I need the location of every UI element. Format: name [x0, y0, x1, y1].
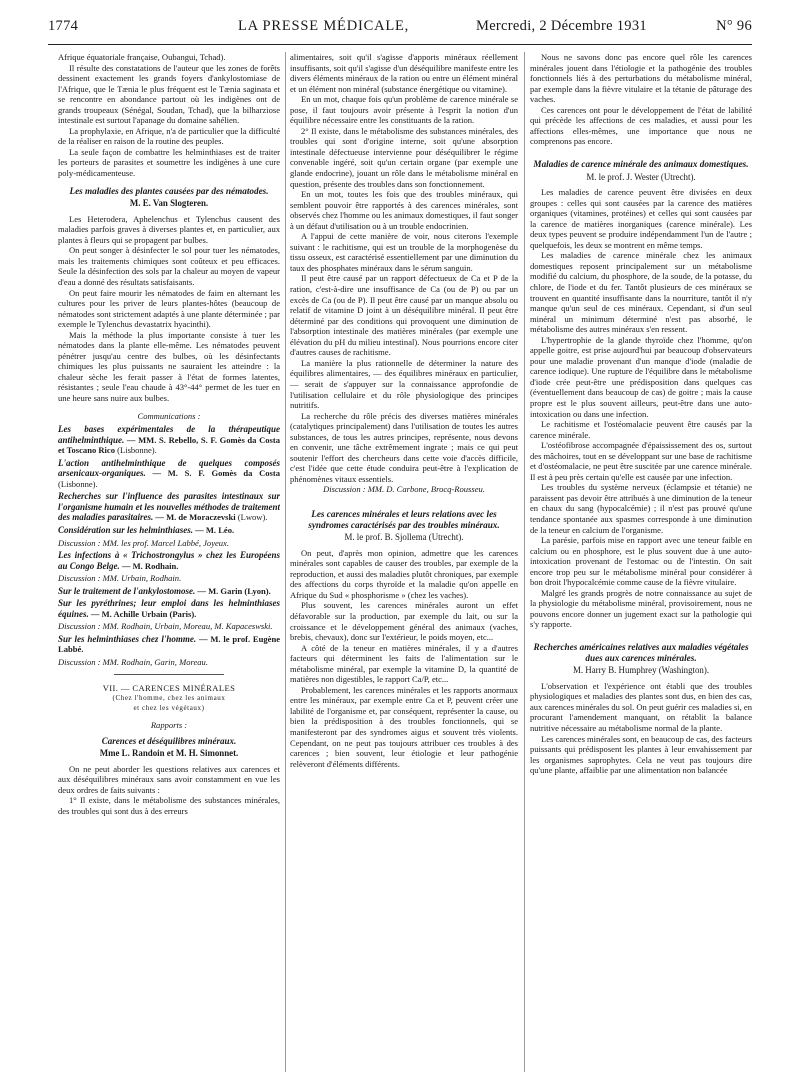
paragraph: Ces carences ont pour le développement de l'état de labilité qui précède les affections de ces maladies, et aussi pour les affections elles-mêmes, une importance que nous ne comprenons pas encore.	[530, 104, 752, 147]
paragraph: Les troubles du système nerveux (éclampsie et tétanie) ne paraissent pas devoir être attribués à une diminution de la teneur en chaux du sang (hypocalcémie) ; il n'est pas prouvé qu'une tendance spontanée aux spasmes corresponde à une diminution de la teneur en calcium de l'organisme.	[530, 482, 752, 535]
paragraph: A côté de la teneur en matières minérales, il y a d'autres facteurs qui déterminent les faits de l'alimentation sur le métabolisme minéral, par exemple la vitamine D, la quantité de matières non digestibles, le rapport Ca/P, etc...	[290, 642, 518, 685]
discussion-line: Discussion : MM. les prof. Marcel Labbé, Joyeux.	[58, 537, 229, 548]
article-title: Carences et déséquilibres minéraux.	[101, 735, 237, 746]
article-title: Recherches américaines relatives aux maladies végétales dues aux carences minérales.	[533, 642, 749, 663]
paragraph: 2° Il existe, dans le métabolisme des substances minérales, des troubles qui sont d'origine interne, soit qu'une absorption intestinale défectueuse intervienne pour déséquilibrer le régime convenable ingéré, soit qu'un certain organe (par exemple une glande endocrine), jouant un rôle dans le métabolisme minéral en question, présente des troubles dans son fonctionnement.	[290, 125, 518, 189]
communications-heading: Communications :	[137, 410, 201, 421]
page-number: 1774	[48, 18, 79, 34]
section-rule	[114, 674, 224, 675]
column-2	[290, 52, 518, 1074]
paragraph: La manière la plus rationnelle de déterminer la nature des équilibres alimentaires, — des équilibres minéraux en particulier, — serait de s'appuyer sur la connaissance approfondie de l'utilisation cellulaire et du rôle physiologique des principes nutritifs.	[290, 357, 518, 411]
journal-title: LA PRESSE MÉDICALE,	[238, 18, 410, 34]
communication-place: (Lisbonne).	[58, 478, 98, 489]
communication-authors: — M. le prof. Eugène Labbé.	[58, 633, 280, 655]
communication-item	[58, 550, 280, 571]
communication-authors: — MM. S. Rebello, S. F. Gomès da Costa et Toscano Rico	[58, 434, 280, 456]
communication-item	[58, 491, 280, 523]
communication-authors: — M. S. F. Gomès da Costa	[145, 468, 280, 479]
column-1	[58, 52, 280, 1074]
paragraph: A l'appui de cette manière de voir, nous citerons l'exemple suivant : le rachitisme, qui est un trouble de la morphogenèse du tissu osseux, est caractérisé essentiellement par une diminution du taux des phosphates minéraux dans le sérum sanguin.	[290, 231, 518, 273]
rapports-heading: Rapports :	[150, 720, 188, 731]
column-divider	[285, 52, 286, 1072]
paragraph: alimentaires, soit qu'il s'agisse d'apports minéraux réellement insuffisants, soit qu'il s'agisse d'un déséquilibre manifeste entre les divers éléments minéraux de la ration ou entre un élément minéral et un élément non minéral (substance énergétique ou vitamine).	[290, 52, 518, 94]
communication-item	[58, 424, 280, 456]
discussion-line: Discussion : MM. Urbain, Rodhain.	[58, 573, 182, 584]
section-subheading: (Chez l'homme, chez les animaux	[112, 694, 226, 703]
section-subheading: et chez les végétaux)	[133, 703, 205, 712]
paragraph: Probablement, les carences minérales et les rapports anormaux entre les minéraux, par exemple entre Ca et P, peuvent créer une labilité de l'organisme et, par conséquent, représenter la cause, ou bien la prédisposition à des troubles fonctionnels, qui se manifesteront par des syndromes aigus et souvent très violents. Cependant, on ne peut pas toujours attribuer ces troubles à des carences ; bien souvent, leur étiologie et leur pathogénie relèveront d'éléments différents.	[290, 684, 518, 769]
author-name: Mme L. Randoin et M. H. Simonnet.	[99, 748, 239, 759]
paragraph: Il peut être causé par un rapport défectueux de Ca et P de la ration, c'est-à-dire une insuffisance de Ca (ou de P) ou par un excès de Ca (ou de P). Il peut être causé par un manque absolu ou relatif de vitamine D joint à un déséquilibre minéral. Il peut être déterminé par des conditions qui provoquent une diminution de l'absorption intestinale des matières minérales (par exemple une élévation du pH du milieu intestinal). Nous pourrions encore citer d'autres causes de rachitisme.	[290, 273, 518, 358]
communication-item	[58, 598, 280, 619]
paragraph: Les carences minérales sont, en beaucoup de cas, des facteurs puissants qui prédisposent les plantes à leur envahissement par les organismes saprophytes. Cela ne veut pas toujours dire qu'une plante, affaiblie par une alimentation non balancée	[530, 733, 752, 776]
paragraph: Plus souvent, les carences minérales auront un effet défavorable sur la production, par exemple du lait, ou sur la croissance et le développement général des animaux (vaches, brebis, chevaux), donc sur l'extérieur, le poids moyen, etc...	[290, 600, 518, 643]
issue-date: Mercredi, 2 Décembre 1931	[476, 18, 647, 34]
running-header	[48, 18, 752, 38]
paragraph: L'hypertrophie de la glande thyroïde chez l'homme, qu'on appelle goitre, est prise aujourd'hui par beaucoup d'observateurs pour une maladie provenant d'un manque d'iode (maladie de carence iodique). Une rupture de l'équilibre dans le métabolisme d'iode crée peut-être une prédisposition dans quelques cas (éventuellement dans beaucoup de cas) de goitre ; mais la cause propre est le plus souvent ailleurs, peut-être dans une auto-intoxication ou dans une infection.	[530, 334, 752, 419]
paragraph: La prophylaxie, en Afrique, n'a de particulier que la difficulté de la réaliser en raison de la routine des peuples.	[58, 125, 280, 147]
paragraph: On peut songer à désinfecter le sol pour tuer les nématodes, mais les traitements chimiques sont coûteux et peu efficaces. Seule la désinfection des sols par la chaleur au moyen de vapeur d'eau a donné des résultats satisfaisants.	[58, 245, 280, 287]
paragraph: On peut faire mourir les nématodes de faim en alternant les cultures pour les priver de leurs plantes-hôtes (beaucoup de nématodes sont strictement adaptés à une plante déterminée ; par exemple le Tylenchus devastatrix hyacinthi).	[58, 287, 280, 330]
paragraph: La parésie, parfois mise en rapport avec une teneur faible en calcium ou en phosphore, est le plus souvent due à une auto-intoxication provenant de l'estomac ou de l'intestin. On sait encore trop peu sur le métabolisme minéral pour considérer à bon droit l'hypocalcémie comme cause de la fièvre vitulaire.	[530, 535, 752, 588]
paragraph: On ne peut aborder les questions relatives aux carences et aux déséquilibres minéraux sans avoir constamment en vue les deux ordres de faits suivants :	[58, 763, 280, 795]
communication-place: (Lisbonne).	[114, 445, 157, 456]
paragraph: Les maladies de carence peuvent être divisées en deux groupes : celles qui sont causées par la carence des matières organiques (vitamines, protéines) et celles qui sont causées par la carence de matières inorganiques (carence minérale). Les deux types peuvent se produire indépendamment l'un de l'autre ; quelquefois, les deux se montrent en même temps.	[530, 187, 752, 250]
article-author: M. Harry B. Humphrey (Washington).	[572, 665, 710, 676]
article-title: Les maladies des plantes causées par des nématodes.	[69, 185, 269, 196]
paragraph: En un mot, toutes les fois que des troubles minéraux, qui semblent pouvoir être rapportés à des carences minérales, sont observés chez l'homme ou les animaux domestiques, il faut songer à un défaut d'utilisation ou à un trouble endocrinien.	[290, 189, 518, 231]
discussion-line: Discussion : MM. Rodhain, Garin, Moreau.	[58, 657, 208, 668]
communication-item	[58, 458, 280, 490]
paragraph: Il résulte des constatations de l'auteur que les zones de forêts dessinent exactement les grands foyers d'ankylostomiase de l'Afrique, que le Tænia le plus fréquent est le Tænia saginata et se rencontre en abondance partout où les indigènes ont de grands troupeaux (Sénégal, Soudan, Tchad), que la bilharziose intestinale est surtout l'apanage du domaine sahélien.	[58, 62, 280, 126]
communication-authors: — M. Léo.	[193, 525, 235, 536]
paragraph: En un mot, chaque fois qu'un problème de carence minérale se pose, il faut toujours avoir présente à l'esprit la notion d'un équilibre nécessaire entre les constituants de la ration.	[290, 94, 518, 126]
paragraph: Les Heterodera, Aphelenchus et Tylenchus causent des maladies parfois graves à diverses plantes et, en particulier, aux plantes à fleurs qui se propagent par bulbes.	[58, 213, 280, 245]
article-author	[58, 748, 280, 759]
communication-authors: — M. Garin (Lyon).	[195, 585, 271, 596]
paragraph: L'observation et l'expérience ont établi que des troubles physiologiques et maladies des plantes sont dus, en bien des cas, aux carences minérales du sol. On peut guérir ces maladies si, en procurant l'amendement manquant, on rétablit la balance nutritive nécessaire au métabolisme normal de la plante.	[530, 680, 752, 733]
communication-title: Sur le traitement de l'ankylostomose.	[58, 585, 196, 596]
paragraph: Nous ne savons donc pas encore quel rôle les carences minérales jouent dans l'étiologie et la pathogénie des troubles fonctionnels liés à des perturbations du métabolisme minéral, par exemple dans la fièvre vitulaire et la tétanie de pâturage des vaches.	[530, 52, 752, 105]
communication-title: Les infections à « Trichostrongylus » chez les Européens au Congo Belge.	[58, 550, 280, 571]
section-heading: VII. — CARENCES MINÉRALES	[102, 682, 236, 693]
communication-item	[58, 634, 280, 655]
paragraph: L'ostéofibrose accompagnée d'épaississement des os, surtout des mâchoires, tout en se développant sur une base de rachitisme et d'ostéomalacie, ne peut être suscitée par une carence minérale. Il est à peu près certain qu'elle est causée par une infection.	[530, 440, 752, 482]
article-author: M. le prof. J. Wester (Utrecht).	[586, 171, 696, 182]
communication-authors: — M. Rodhain.	[119, 560, 179, 571]
article-title: Maladies de carence minérale des animaux domestiques.	[533, 158, 749, 169]
paragraph: Le rachitisme et l'ostéomalacie peuvent être causés par la carence minérale.	[530, 419, 752, 440]
communication-place: (Lwow).	[235, 512, 268, 523]
communication-title: Recherches sur l'influence des parasites intestinaux sur l'organisme humain et les nouvelles méthodes de traitement des maladies parasitaires.	[58, 491, 280, 523]
discussion-line: Discussion : MM. Rodhain, Urbain, Moreau, M. Kapaceswski.	[58, 621, 273, 632]
communication-authors: — M. de Moraczevski	[153, 512, 236, 523]
paragraph: Les maladies de carence minérale chez les animaux domestiques reposent principalement sur un métabolisme modifié du calcium, du phosphore, de la soude, de la potasse, du chlore, de l'iode et du fer. Tantôt plusieurs de ces minéraux se trouvent en quantité insuffisante dans la nourriture, tantôt il n'y manque qu'un seul de ces minéraux. Cependant, si d'un seul minéral un minimum déterminé n'est pas absorbé, le métabolisme des autres minéraux s'en ressent.	[530, 250, 752, 335]
column-divider	[524, 52, 525, 1072]
communication-title: Sur les pyréthrines; leur emploi dans les helminthiases équines.	[58, 598, 280, 619]
communication-title: Sur les helminthiases chez l'homme.	[58, 633, 197, 644]
paragraph: Afrique équatoriale française, Oubangui, Tchad).	[58, 52, 226, 62]
communication-item	[58, 525, 280, 536]
issue-number: N° 96	[716, 18, 752, 34]
paragraph: On peut, d'après mon opinion, admettre que les carences minérales sont capables de causer des troubles, par exemple de la reproduction, et aussi des maladies plutôt chroniques, par exemple des affections du corps thyroïde et la maladie qu'on appelle en Afrique du Sud « phosphorisme » (chez les vaches).	[290, 547, 518, 600]
paragraph: La seule façon de combattre les helminthiases est de traiter les porteurs de parasites et soumettre les indigènes à une cure poly-médicamenteuse.	[58, 146, 280, 179]
communication-item	[58, 586, 280, 597]
article-author	[58, 198, 280, 209]
paragraph: Mais la méthode la plus importante consiste à tuer les nématodes dans la plante elle-même. Les nématodes peuvent pénétrer jusqu'au centre des bulbes, où les désinfectants chimiques les plus puissants ne sauraient les atteindre : la chaleur sèche les ferait passer à l'état de formes latentes, résistantes ; seule l'eau chaude à 43°-44° permet de les tuer en une heure sans nuire aux bulbes.	[58, 329, 280, 403]
paragraph: 1° Il existe, dans le métabolisme des substances minérales, des troubles qui sont dus à des erreurs	[58, 795, 280, 816]
communication-title: Considération sur les helminthiases.	[58, 525, 194, 536]
article-author: M. le prof. B. Sjollema (Utrecht).	[344, 532, 464, 543]
discussion-line: Discussion : MM. D. Carbone, Brocq-Rousseu.	[323, 484, 485, 495]
author-name: M. E. Van Slogteren.	[129, 198, 209, 209]
paragraph: La recherche du rôle précis des diverses matières minérales (catalytiques principalement) dans l'utilisation de toutes les autres substances, de tous les autres principes, représente, nous devons en convenir, une tâche extrêmement ingrate ; mais ce qui peut soutenir l'effort des chercheurs dans cette voie d'accès difficile, c'est l'idée que cette étude conduira peut-être à l'explication de phénomènes vitaux essentiels.	[290, 410, 518, 484]
communication-authors: — M. Achille Urbain (Paris).	[88, 608, 197, 619]
header-rule	[48, 44, 752, 45]
communication-title: L'action antihelminthique de quelques composés arsenicaux-organiques.	[58, 457, 280, 479]
paragraph: Malgré les grands progrès de notre connaissance au sujet de la physiologie du métabolisme minéral, provisoirement, nous ne pouvons encore donner un jugement exact sur la pathologie qui s'y rapporte.	[530, 587, 752, 630]
column-3	[530, 52, 752, 1074]
article-title: Les carences minérales et leurs relations avec les syndromes caractérisés par des troubles minéraux.	[308, 508, 500, 530]
communication-title: Les bases expérimentales de la thérapeutique antihelminthique.	[58, 424, 280, 445]
